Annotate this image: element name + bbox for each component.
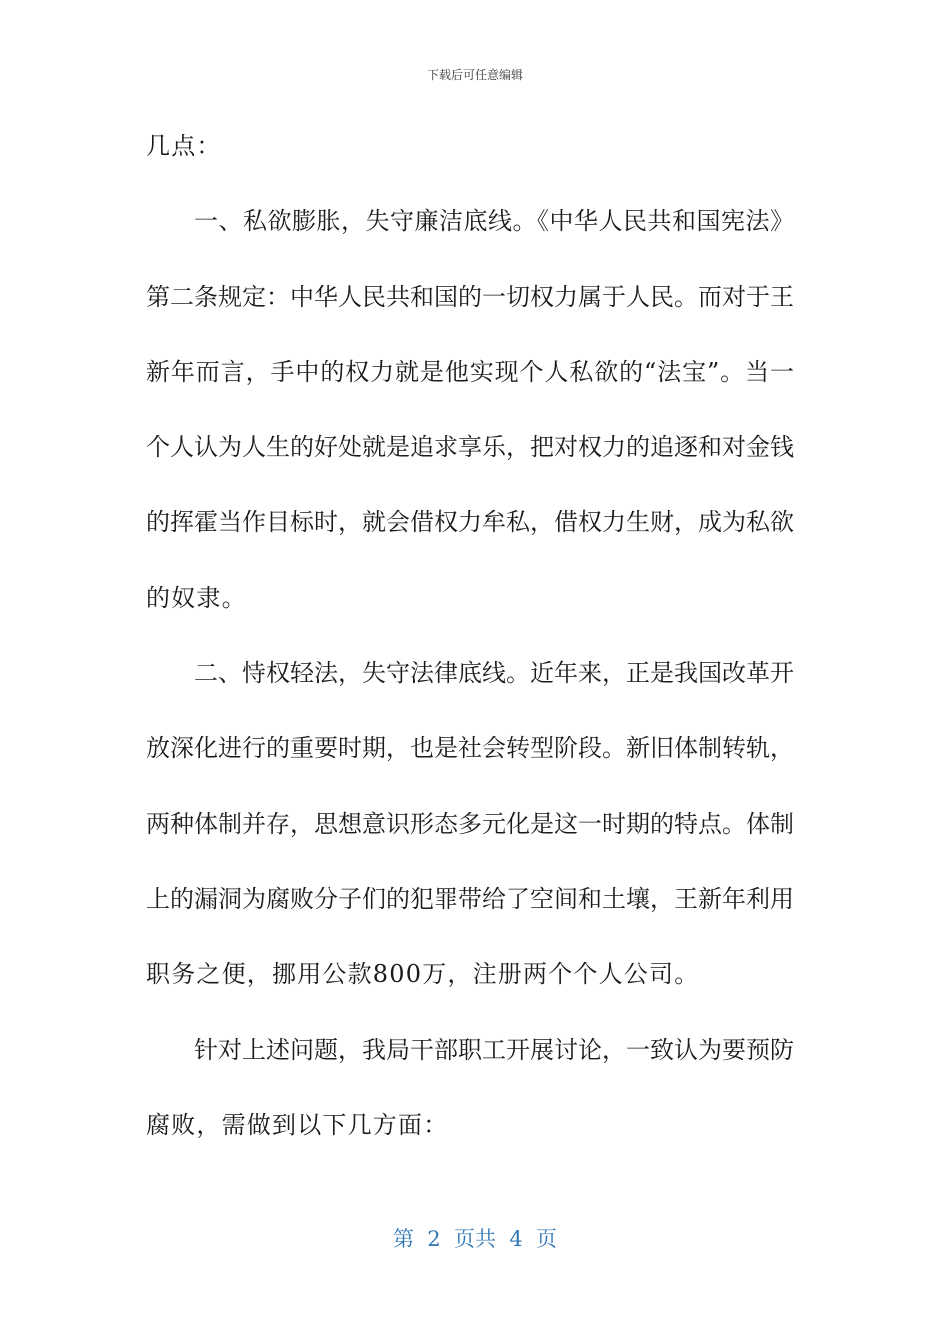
paragraph-line: 一、私欲膨胀，失守廉洁底线。《中华人民共和国宪法》 [194,207,794,236]
paragraph-line: 两种体制并存，思想意识形态多元化是这一时期的特点。体制 [146,809,794,838]
paragraph-line: 第二条规定：中华人民共和国的一切权力属于人民。而对于王 [146,282,794,311]
paragraph-line: 新年而言，手中的权力就是他实现个人私欲的“法宝”。当一 [146,357,794,386]
paragraph-line: 职务之便，挪用公款800万，注册两个个人公司。 [146,960,700,989]
paragraph-line: 腐败，需做到以下几方面： [146,1110,449,1139]
paragraph-line: 上的漏洞为腐败分子们的犯罪带给了空间和土壤，王新年利用 [146,884,794,913]
document-body [146,121,794,1175]
paragraph-line: 的奴隶。 [146,583,247,612]
page-header-note: 下载后可任意编辑 [426,68,523,82]
page-number-footer: 第 2 页共 4 页 [392,1227,558,1251]
paragraph-line: 的挥霍当作目标时，就会借权力牟私，借权力生财，成为私欲 [146,508,794,537]
paragraph-line: 放深化进行的重要时期，也是社会转型阶段。新旧体制转轨， [146,734,794,763]
paragraph-line: 针对上述问题，我局干部职工开展讨论，一致认为要预防 [194,1035,794,1064]
paragraph-line: 二、恃权轻法，失守法律底线。近年来，正是我国改革开 [194,659,794,688]
paragraph-line: 几点： [146,132,222,160]
paragraph-line: 个人认为人生的好处就是追求享乐，把对权力的追逐和对金钱 [146,433,794,462]
